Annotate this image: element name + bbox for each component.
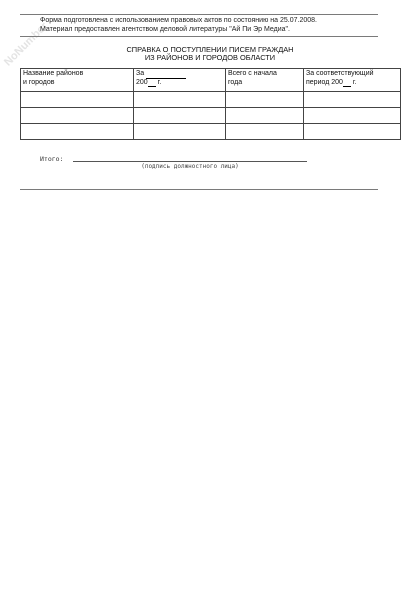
header-note-line-2: Материал предоставлен агентством деловой литературы "Ай Пи Эр Медиа". — [40, 26, 290, 33]
header-rule — [20, 36, 378, 37]
header-note-line-1: Форма подготовлена с использованием правовых актов по состоянию на 25.07.2008. — [40, 17, 317, 24]
table-cell[interactable] — [21, 92, 134, 108]
total-label: Итого: — [40, 155, 64, 163]
table-row — [21, 92, 401, 108]
header-cell-year-total: Всего с начала года — [226, 69, 304, 92]
blank-period-field[interactable] — [146, 72, 186, 79]
blank-prior-year-field[interactable] — [343, 80, 351, 87]
table-cell[interactable] — [226, 124, 304, 140]
table-cell[interactable] — [134, 124, 226, 140]
total-signature-line[interactable] — [73, 161, 307, 162]
header-cell-prior-period: За соответствующий период 200 г. — [304, 69, 401, 92]
table-cell[interactable] — [134, 92, 226, 108]
table-cell[interactable] — [21, 108, 134, 124]
table-header-row — [21, 69, 401, 92]
table-cell[interactable] — [226, 92, 304, 108]
signature-caption: (подпись должностного лица) — [141, 163, 239, 170]
document-title-line-2: ИЗ РАЙОНОВ И ГОРОДОВ ОБЛАСТИ — [144, 53, 276, 62]
table-cell[interactable] — [304, 124, 401, 140]
table-cell[interactable] — [134, 108, 226, 124]
table-cell[interactable] — [304, 108, 401, 124]
header-cell-district: Название районов и городов — [21, 69, 134, 92]
letters-table — [20, 68, 401, 140]
bottom-rule — [20, 189, 378, 190]
table-row — [21, 124, 401, 140]
top-rule — [20, 14, 378, 15]
watermark: NoNumber — [2, 20, 51, 69]
document-title-line-1: СПРАВКА О ПОСТУПЛЕНИИ ПИСЕМ ГРАЖДАН — [126, 45, 294, 54]
blank-year-field[interactable] — [148, 80, 156, 87]
header-cell-period: За 200 г. — [134, 69, 226, 92]
table-cell[interactable] — [21, 124, 134, 140]
table-cell[interactable] — [304, 92, 401, 108]
table-cell[interactable] — [226, 108, 304, 124]
table-row — [21, 108, 401, 124]
